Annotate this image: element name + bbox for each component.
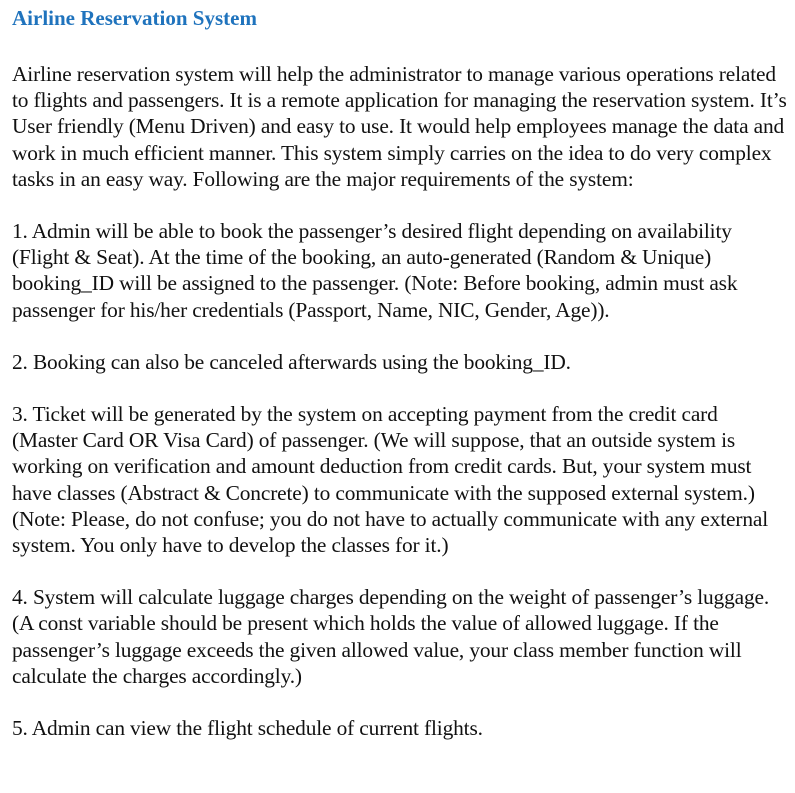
document-title: Airline Reservation System <box>12 6 257 30</box>
requirement-1: 1. Admin will be able to book the passenger’s desired flight depending on availability (Flight & Seat). At the time of the booking, an auto-generated (Random & Unique) booking_ID will be assigned to the passenger. (Note: Before booking, admin must ask passenger for his/her credentials (Passport, Name, NIC, Gender, Age)). <box>12 219 738 322</box>
requirement-2: 2. Booking can also be canceled afterwards using the booking_ID. <box>12 349 571 374</box>
intro-paragraph: Airline reservation system will help the administrator to manage various operations related to flights and passengers. It is a remote application for managing the reservation system. It’s User friendly (Menu Driven) and easy to use. It would help employees manage the data and work in much efficient manner. This system simply carries on the idea to do very complex tasks in an easy way. Following are the major requirements of the system: <box>12 62 787 191</box>
requirement-5: 5. Admin can view the flight schedule of current flights. <box>12 716 483 741</box>
requirement-3: 3. Ticket will be generated by the system on accepting payment from the credit card (Master Card OR Visa Card) of passenger. (We will suppose, that an outside system is working on verification and amount deduction from credit cards. But, your system must have classes (Abstract & Concrete) to communicate with the supposed external system.) (Note: Please, do not confuse; you do not have to actually communicate with any external system. You only have to develop the classes for it.) <box>12 402 769 558</box>
requirement-4: 4. System will calculate luggage charges depending on the weight of passenger’s luggage. (A const variable should be present which holds the value of allowed luggage. If the passenger’s luggage exceeds the given allowed value, your class member function will calculate the charges accordingly.) <box>12 585 770 688</box>
